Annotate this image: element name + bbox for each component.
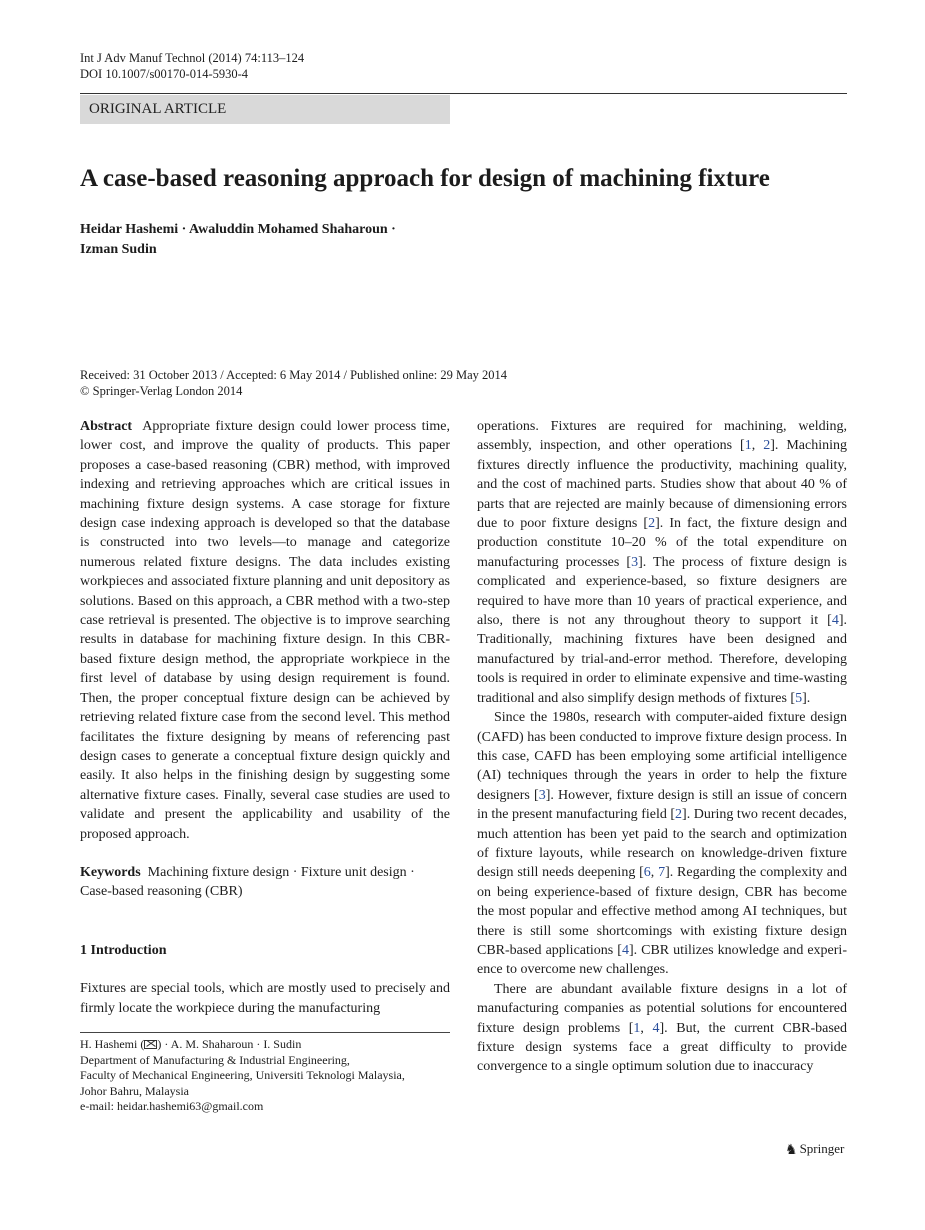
citation-link[interactable]: 2 [763, 438, 771, 454]
intro-paragraph-start: Fixtures are special tools, which are mostly used to precisely and firmly locate the workpiece during the manufacturing [80, 981, 450, 1016]
keywords-label: Keywords [80, 864, 141, 880]
citation-link[interactable]: 4 [621, 942, 629, 958]
author-line-2: Izman Sudin [80, 242, 157, 257]
date-line: Received: 31 October 2013 / Accepted: 6 May 2014 / Published online: 29 May 2014 [80, 368, 508, 382]
intro-paragraph-3: There are abundant available fixture designs in a lot of manufacturing companies as potential solutions for encountered fixture design problems [1, 4]. But, the current CBR-based fixture design systems face a great difficulty to provide convergence to a single optimum solution due to inaccuracy [477, 981, 848, 1075]
citation-link[interactable]: 4 [652, 1020, 660, 1036]
author-list [80, 220, 396, 260]
keywords-text: Machining fixture design · Fixture unit design · Case-based reasoning (CBR) [80, 864, 415, 900]
header-rule [80, 93, 847, 94]
copyright-line: © Springer-Verlag London 2014 [80, 384, 243, 398]
citation-link[interactable]: 1 [744, 438, 752, 454]
paper-title: A case-based reasoning approach for design of machining fixture [80, 165, 770, 192]
citation-link[interactable]: 4 [831, 613, 839, 629]
citation-link[interactable]: 1 [633, 1020, 641, 1036]
footnote-faculty: Faculty of Mechanical Engineering, Universiti Teknologi Malaysia, [80, 1068, 405, 1083]
publication-dates [80, 367, 507, 399]
publisher-name: Springer [799, 1141, 845, 1156]
intro-paragraph-1: operations. Fixtures are required for machining, welding, assembly, inspection, and other operations [1, 2]. Machining fixtures directly influence the productivity, machining quality, and the cost of machined parts. Studies show that about 40 % of parts that are rejected are mainly because of dimensioning errors due to poor fixture designs [2]. In fact, the fixture design and production constitute 10–20 % of the total expenditure on manufacturing processes [3]. The process of fixture design is complicated and experience-based, so fixture designers are required to have more than 10 years of practical experience, and also, there is not any throughout theory to support it [4]. Traditionally, machining fixtures have been designed and manufactured by trial-and-error method. Therefore, developing tools is required in order to eliminate expensive and time-wasting traditional and also simplify design methods of fixtures [5]. [477, 419, 848, 706]
footnote-email[interactable]: e-mail: heidar.hashemi63@gmail.com [80, 1099, 264, 1114]
left-column [80, 417, 450, 1018]
springer-horse-icon: ♞ [785, 1143, 798, 1158]
envelope-icon [144, 1040, 157, 1049]
intro-paragraph-2: Since the 1980s, research with computer-aided fixture design (CAFD) has been conducted to improve fixture design process. In this case, CAFD has been employing some artificial intelligence (AI) techniques through the years in order to help the fixture designers [3]. However, fixture design is still an issue of concern in the present manufacturing field [2]. During two recent decades, much attention has been yet paid to the search and optimization of fixture layouts, while research on knowledge-driven fixture design still needs deepening [6, 7]. Regarding the complexity and on being experience-based of fixture design, CBR has become the most popular and effective method among AI techniques, but there is still some shortcomings with existing fixture design CBR-based applications [4]. CBR utilizes knowledge and experience to overcome new challenges. [477, 710, 848, 978]
citation-link[interactable]: 6 [643, 865, 651, 881]
citation-link[interactable]: 2 [675, 807, 683, 823]
journal-header [80, 50, 304, 82]
doi: DOI 10.1007/s00170-014-5930-4 [80, 67, 249, 81]
abstract-label: Abstract [80, 419, 133, 434]
author-line-1: Heidar Hashemi · Awaluddin Mohamed Shaharoun · [80, 222, 396, 237]
section-heading-introduction: 1 Introduction [80, 942, 167, 958]
author-affiliation-footnote [80, 1037, 450, 1115]
footnote-rule [80, 1032, 450, 1033]
article-type-banner: ORIGINAL ARTICLE [80, 95, 450, 124]
abstract [80, 417, 450, 844]
citation-link[interactable]: 3 [538, 787, 546, 803]
journal-citation: Int J Adv Manuf Technol (2014) 74:113–124 [80, 51, 305, 65]
keywords [80, 863, 450, 902]
footnote-department: Department of Manufacturing & Industrial Engineering, [80, 1052, 350, 1067]
citation-link[interactable]: 5 [795, 690, 803, 706]
citation-link[interactable]: 3 [631, 554, 639, 570]
citation-link[interactable]: 2 [648, 516, 656, 532]
publisher-logo [785, 1141, 844, 1159]
footnote-location: Johor Bahru, Malaysia [80, 1083, 189, 1098]
citation-link[interactable]: 7 [658, 865, 666, 881]
right-column [477, 417, 847, 1077]
footnote-authors: H. Hashemi ( ) · A. M. Shaharoun · I. Sudin [80, 1037, 302, 1051]
abstract-text: Appropriate fixture design could lower process time, lower cost, and improve the quality of products. This paper proposes a case-based reasoning (CBR) method, with improved indexing and retrieving approaches which are critical issues in machining fixture design systems. A case storage for fixture design case indexing approach is developed so that the database is constructed into two levels—to manage and categorize numerous related fixture designs. The data includes existing workpieces and associated fixture planning and unit depository as solutions. Based on this approach, a CBR method with a two-step case retrieval is presented. The objective is to improve searching results in database for machining fixture design. In this CBR-based fixture design method, the appropriate workpiece in the first level of database by using design requirement is found. Then, the proper conceptual fixture design can be achieved by retrieving related fixture case from the second level. This method facilitates the fixture designing by means of referencing past design cases to generate a conceptual fixture design quickly and easily. It also helps in the finishing design by suggesting some alternative fixture cases. Finally, several case studies are used to validate and present the applicability and usability of the proposed approach. [80, 419, 451, 842]
